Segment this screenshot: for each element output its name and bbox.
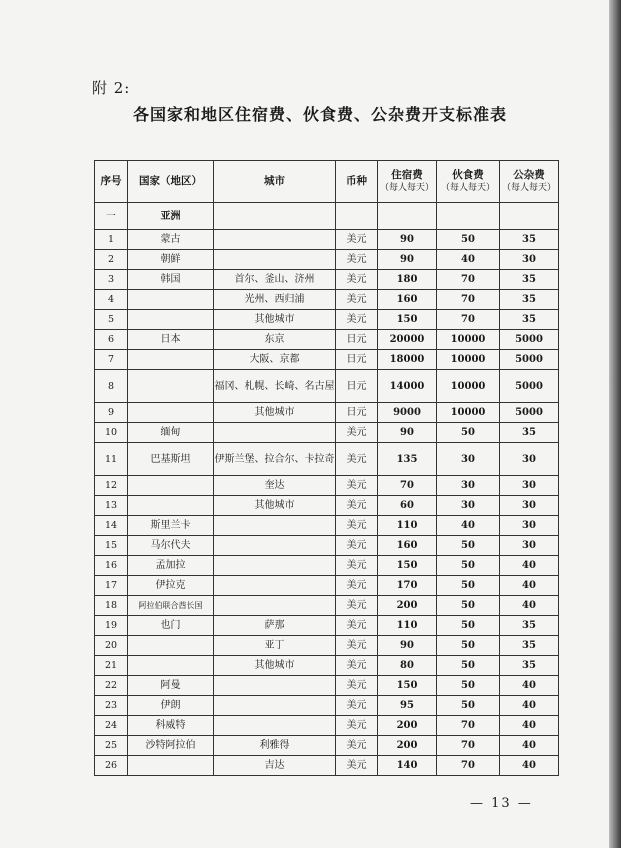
cell-lodging: 70 — [378, 476, 437, 496]
cell-city: 其他城市 — [214, 656, 336, 676]
cell-country: 科威特 — [128, 716, 214, 736]
cell-seq: 10 — [95, 423, 128, 443]
page-number: — 13 — — [470, 796, 533, 811]
table-row — [95, 403, 559, 423]
cell-country: 阿曼 — [128, 676, 214, 696]
section-name: 亚洲 — [128, 203, 214, 230]
cell-currency: 日元 — [336, 403, 378, 423]
cell-seq: 13 — [95, 496, 128, 516]
cell-misc: 35 — [500, 616, 559, 636]
cell-seq: 14 — [95, 516, 128, 536]
cell-seq: 12 — [95, 476, 128, 496]
cell-currency: 美元 — [336, 656, 378, 676]
cell-currency: 美元 — [336, 556, 378, 576]
table-row — [95, 310, 559, 330]
cell-meals: 10000 — [437, 403, 500, 423]
table-row — [95, 370, 559, 403]
header-misc-unit: （每人每天） — [501, 182, 556, 193]
cell-seq: 6 — [95, 330, 128, 350]
cell-misc: 35 — [500, 230, 559, 250]
cell-city — [214, 576, 336, 596]
cell-currency: 美元 — [336, 443, 378, 476]
cell-country: 朝鲜 — [128, 250, 214, 270]
cell-currency: 美元 — [336, 716, 378, 736]
cell-country — [128, 290, 214, 310]
table-row — [95, 756, 559, 776]
cell-lodging: 140 — [378, 756, 437, 776]
cell-city: 东京 — [214, 330, 336, 350]
cell-country: 马尔代夫 — [128, 536, 214, 556]
cell-lodging: 160 — [378, 536, 437, 556]
cell-currency: 美元 — [336, 596, 378, 616]
cell-seq: 24 — [95, 716, 128, 736]
cell-currency: 美元 — [336, 290, 378, 310]
cell-misc: 5000 — [500, 370, 559, 403]
cell-lodging: 90 — [378, 636, 437, 656]
cell-lodging: 9000 — [378, 403, 437, 423]
cell-country: 伊朗 — [128, 696, 214, 716]
cell-seq: 2 — [95, 250, 128, 270]
cell-seq: 3 — [95, 270, 128, 290]
cell-misc: 30 — [500, 516, 559, 536]
empty-cell — [214, 203, 336, 230]
cell-lodging: 14000 — [378, 370, 437, 403]
cell-misc: 40 — [500, 756, 559, 776]
cell-misc: 35 — [500, 656, 559, 676]
cell-currency: 美元 — [336, 736, 378, 756]
cell-seq: 17 — [95, 576, 128, 596]
cell-lodging: 90 — [378, 423, 437, 443]
table-row — [95, 250, 559, 270]
cell-city — [214, 716, 336, 736]
cell-meals: 50 — [437, 576, 500, 596]
cell-currency: 美元 — [336, 536, 378, 556]
cell-city — [214, 423, 336, 443]
cell-country — [128, 370, 214, 403]
cell-city — [214, 676, 336, 696]
cell-country — [128, 656, 214, 676]
table-row — [95, 423, 559, 443]
header-seq: 序号 — [95, 161, 128, 203]
cell-meals: 50 — [437, 596, 500, 616]
cell-meals: 10000 — [437, 330, 500, 350]
cell-city: 奎达 — [214, 476, 336, 496]
cell-city: 亚丁 — [214, 636, 336, 656]
cell-meals: 10000 — [437, 350, 500, 370]
cell-misc: 5000 — [500, 350, 559, 370]
cell-currency: 美元 — [336, 616, 378, 636]
cell-country: 缅甸 — [128, 423, 214, 443]
header-meals — [437, 161, 500, 203]
cell-meals: 10000 — [437, 370, 500, 403]
cell-lodging: 200 — [378, 736, 437, 756]
cell-currency: 日元 — [336, 350, 378, 370]
cell-meals: 70 — [437, 716, 500, 736]
cell-seq: 16 — [95, 556, 128, 576]
table-header-row — [95, 161, 559, 203]
cell-lodging: 80 — [378, 656, 437, 676]
table-row — [95, 496, 559, 516]
cell-city — [214, 696, 336, 716]
cell-city — [214, 596, 336, 616]
cell-seq: 7 — [95, 350, 128, 370]
cell-country: 斯里兰卡 — [128, 516, 214, 536]
table-row — [95, 596, 559, 616]
header-country: 国家（地区） — [128, 161, 214, 203]
cell-meals: 50 — [437, 656, 500, 676]
cell-country: 日本 — [128, 330, 214, 350]
table-row — [95, 443, 559, 476]
cell-misc: 35 — [500, 423, 559, 443]
cell-currency: 美元 — [336, 270, 378, 290]
section-seq: 一 — [95, 203, 128, 230]
cell-country — [128, 403, 214, 423]
cell-meals: 30 — [437, 476, 500, 496]
cell-misc: 30 — [500, 443, 559, 476]
cell-lodging: 95 — [378, 696, 437, 716]
cell-lodging: 110 — [378, 516, 437, 536]
cell-seq: 18 — [95, 596, 128, 616]
cell-misc: 35 — [500, 636, 559, 656]
cell-city: 其他城市 — [214, 310, 336, 330]
section-row — [95, 203, 559, 230]
table-row — [95, 716, 559, 736]
cell-city: 大阪、京都 — [214, 350, 336, 370]
cell-seq: 26 — [95, 756, 128, 776]
table-row — [95, 576, 559, 596]
cell-lodging: 135 — [378, 443, 437, 476]
cell-currency: 美元 — [336, 576, 378, 596]
cell-meals: 70 — [437, 736, 500, 756]
cell-currency: 美元 — [336, 250, 378, 270]
cell-seq: 15 — [95, 536, 128, 556]
cell-country: 巴基斯坦 — [128, 443, 214, 476]
header-currency: 币种 — [336, 161, 378, 203]
cell-city — [214, 516, 336, 536]
table-row — [95, 270, 559, 290]
cell-country: 沙特阿拉伯 — [128, 736, 214, 756]
table-row — [95, 516, 559, 536]
cell-meals: 70 — [437, 756, 500, 776]
cell-city: 其他城市 — [214, 403, 336, 423]
annex-label: 附 2: — [92, 79, 131, 97]
cell-city: 伊斯兰堡、拉合尔、卡拉奇 — [214, 443, 336, 476]
cell-misc: 40 — [500, 576, 559, 596]
table-title: 各国家和地区住宿费、伙食费、公杂费开支标准表 — [132, 105, 507, 124]
cell-meals: 50 — [437, 636, 500, 656]
table-row — [95, 536, 559, 556]
cell-misc: 30 — [500, 536, 559, 556]
header-misc — [500, 161, 559, 203]
table-row — [95, 636, 559, 656]
cell-country: 伊拉克 — [128, 576, 214, 596]
cell-city: 利雅得 — [214, 736, 336, 756]
cell-country: 阿拉伯联合酋长国 — [128, 596, 214, 616]
table-row — [95, 330, 559, 350]
cell-meals: 50 — [437, 696, 500, 716]
cell-lodging: 160 — [378, 290, 437, 310]
cell-meals: 30 — [437, 443, 500, 476]
empty-cell — [500, 203, 559, 230]
cell-seq: 25 — [95, 736, 128, 756]
cell-country — [128, 350, 214, 370]
cell-lodging: 170 — [378, 576, 437, 596]
cell-city: 首尔、釜山、济州 — [214, 270, 336, 290]
header-lodging-label: 住宿费 — [391, 168, 423, 181]
header-meals-unit: （每人每天） — [440, 182, 495, 193]
empty-cell — [437, 203, 500, 230]
cell-currency: 美元 — [336, 230, 378, 250]
cell-seq: 21 — [95, 656, 128, 676]
cell-lodging: 90 — [378, 230, 437, 250]
cell-meals: 50 — [437, 556, 500, 576]
table-row — [95, 676, 559, 696]
cell-currency: 美元 — [336, 423, 378, 443]
cell-misc: 30 — [500, 496, 559, 516]
cell-misc: 40 — [500, 556, 559, 576]
cell-city — [214, 536, 336, 556]
cell-misc: 5000 — [500, 330, 559, 350]
cell-country: 孟加拉 — [128, 556, 214, 576]
cell-city: 萨那 — [214, 616, 336, 636]
cell-country — [128, 496, 214, 516]
cell-meals: 50 — [437, 676, 500, 696]
cell-currency: 美元 — [336, 696, 378, 716]
table-row — [95, 230, 559, 250]
cell-lodging: 200 — [378, 716, 437, 736]
table-row — [95, 476, 559, 496]
cell-meals: 70 — [437, 290, 500, 310]
cell-country — [128, 636, 214, 656]
header-lodging-unit: （每人每天） — [379, 182, 434, 193]
table-row — [95, 656, 559, 676]
cell-lodging: 150 — [378, 310, 437, 330]
cell-currency: 美元 — [336, 310, 378, 330]
cell-country: 也门 — [128, 616, 214, 636]
empty-cell — [336, 203, 378, 230]
cell-country — [128, 756, 214, 776]
cell-misc: 30 — [500, 476, 559, 496]
header-misc-label: 公杂费 — [513, 168, 545, 181]
cell-misc: 5000 — [500, 403, 559, 423]
cell-misc: 40 — [500, 736, 559, 756]
cell-misc: 40 — [500, 696, 559, 716]
cell-city — [214, 230, 336, 250]
table-row — [95, 696, 559, 716]
cell-city: 吉达 — [214, 756, 336, 776]
cell-meals: 40 — [437, 516, 500, 536]
table-row — [95, 616, 559, 636]
table-row — [95, 736, 559, 756]
cell-misc: 40 — [500, 596, 559, 616]
empty-cell — [378, 203, 437, 230]
cell-misc: 35 — [500, 270, 559, 290]
cell-lodging: 110 — [378, 616, 437, 636]
cell-meals: 40 — [437, 250, 500, 270]
scan-edge-shadow — [609, 0, 621, 848]
cell-meals: 50 — [437, 616, 500, 636]
cell-lodging: 200 — [378, 596, 437, 616]
cell-misc: 30 — [500, 250, 559, 270]
cell-lodging: 150 — [378, 676, 437, 696]
table-row — [95, 350, 559, 370]
cell-seq: 11 — [95, 443, 128, 476]
cell-currency: 美元 — [336, 756, 378, 776]
cell-misc: 35 — [500, 310, 559, 330]
cell-seq: 4 — [95, 290, 128, 310]
cell-currency: 美元 — [336, 636, 378, 656]
cell-currency: 美元 — [336, 516, 378, 536]
cell-currency: 日元 — [336, 330, 378, 350]
table-row — [95, 556, 559, 576]
cell-currency: 美元 — [336, 676, 378, 696]
cell-misc: 35 — [500, 290, 559, 310]
cell-seq: 23 — [95, 696, 128, 716]
cell-lodging: 180 — [378, 270, 437, 290]
cell-meals: 30 — [437, 496, 500, 516]
cell-meals: 70 — [437, 310, 500, 330]
header-city: 城市 — [214, 161, 336, 203]
cell-country: 蒙古 — [128, 230, 214, 250]
cell-seq: 1 — [95, 230, 128, 250]
cell-city — [214, 556, 336, 576]
cell-currency: 美元 — [336, 476, 378, 496]
cell-lodging: 20000 — [378, 330, 437, 350]
cell-lodging: 18000 — [378, 350, 437, 370]
header-meals-label: 伙食费 — [452, 168, 484, 181]
cell-city — [214, 250, 336, 270]
cell-meals: 50 — [437, 423, 500, 443]
cell-currency: 日元 — [336, 370, 378, 403]
cell-seq: 19 — [95, 616, 128, 636]
cell-seq: 9 — [95, 403, 128, 423]
cell-meals: 50 — [437, 536, 500, 556]
cell-country — [128, 476, 214, 496]
cell-seq: 5 — [95, 310, 128, 330]
cell-country — [128, 310, 214, 330]
cell-misc: 40 — [500, 676, 559, 696]
cell-city: 其他城市 — [214, 496, 336, 516]
expense-standards-table — [94, 160, 559, 776]
cell-city: 福冈、札幌、长崎、名古屋 — [214, 370, 336, 403]
cell-lodging: 150 — [378, 556, 437, 576]
cell-seq: 8 — [95, 370, 128, 403]
cell-misc: 40 — [500, 716, 559, 736]
cell-country: 韩国 — [128, 270, 214, 290]
cell-city: 光州、西归浦 — [214, 290, 336, 310]
cell-seq: 22 — [95, 676, 128, 696]
cell-lodging: 60 — [378, 496, 437, 516]
cell-currency: 美元 — [336, 496, 378, 516]
cell-seq: 20 — [95, 636, 128, 656]
header-lodging — [378, 161, 437, 203]
table-row — [95, 290, 559, 310]
cell-lodging: 90 — [378, 250, 437, 270]
cell-meals: 70 — [437, 270, 500, 290]
cell-meals: 50 — [437, 230, 500, 250]
